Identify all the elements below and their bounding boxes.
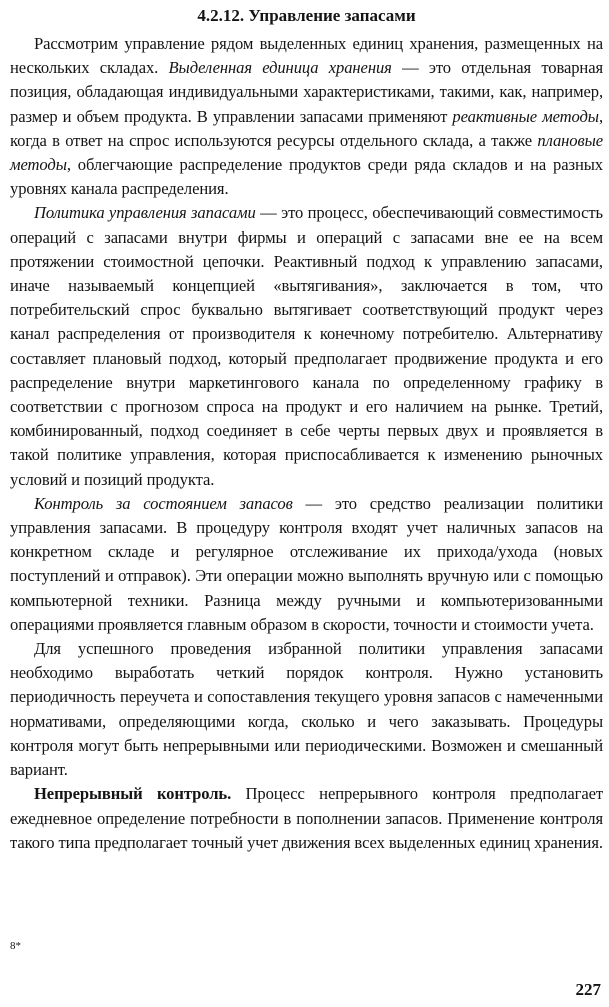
section-heading: 4.2.12. Управление запасами	[197, 6, 416, 25]
paragraph-2-text: — это процесс, обеспечивающий совместимость операций с запасами внутри фирмы и операций с запасами вне ее на всем протяжении стоимостной цепочки. Реактивный подход к управлению запасами, иначе называемый концепцией «вытягивания», заключается в том, что потребительский спрос буквально вытягивает соответствующий продукт через канал распределения от производителя к конечному потребителю. Альтернативу составляет плановый подход, который предполагает продвижение продукта и его распределение внутри маркетингового канала по определенному графику в соответствии с прогнозом спроса на продукт и его наличием на рынке. Третий, комбинированный, подход соединяет в себе черты первых двух и проявляется в такой политике управления, которая приспосабливается к изменению рыночных условий и позиций продукта.	[10, 203, 603, 489]
paragraph-3	[10, 492, 603, 637]
paragraph-1-text-d: , облегчающие распределение продуктов среди ряда складов и на разных уровнях канала распределения.	[10, 155, 603, 199]
paragraph-1-text-b: — это отдельная товарная позиция, обладающая индивидуальными характеристиками, такими, как, например, размер и объем продукта. В управлении запасами применяют	[10, 58, 604, 126]
page-number: 227	[575, 980, 601, 999]
term-inventory-policy: Политика управления запасами	[34, 203, 256, 223]
paragraph-1-text-c: , когда в ответ на спрос используются ресурсы отдельного склада, а также	[10, 106, 603, 150]
term-planned-methods: плановые методы	[10, 130, 603, 175]
paragraph-5	[10, 782, 603, 855]
term-storage-unit: Выделенная единица хранения	[168, 58, 392, 78]
paragraph-1	[10, 32, 603, 201]
paragraph-1-text-a: Рассмотрим управление рядом выделенных единиц хранения, размещенных на нескольких складах.	[10, 34, 603, 78]
paragraph-3-text: — это средство реализации политики управления запасами. В процедуру контроля входят учет наличных запасов на конкретном складе и регулярное отслеживание их прихода/ухода (новых поступлений и отправок). Эти операции можно выполнять вручную или с помощью компьютерной техники. Разница между ручными и компьютеризованными операциями проявляется главным образом в скорости, точности и стоимости учета.	[10, 493, 604, 634]
paragraph-2	[10, 201, 603, 491]
paragraph-5-text: Процесс непрерывного контроля предполагает ежедневное определение потребности в пополнении запасов. Применение контроля такого типа предполагает точный учет движения всех выделенных единиц хранения.	[10, 784, 603, 852]
term-continuous-control: Непрерывный контроль.	[34, 784, 232, 804]
signature-mark: 8*	[10, 940, 21, 952]
term-inventory-control: Контроль за состоянием запасов	[34, 493, 293, 513]
term-reactive-methods: реактивные методы	[452, 106, 599, 126]
paragraph-4	[10, 637, 603, 782]
paragraph-4-text: Для успешного проведения избранной политики управления запасами необходимо выработать четкий порядок контроля. Нужно установить периодичность переучета и сопоставления текущего уровня запасов с намеченными нормативами, определяющими когда, сколько и чего заказывать. Процедуры контроля могут быть непрерывными или периодическими. Возможен и смешанный вариант.	[10, 639, 603, 780]
